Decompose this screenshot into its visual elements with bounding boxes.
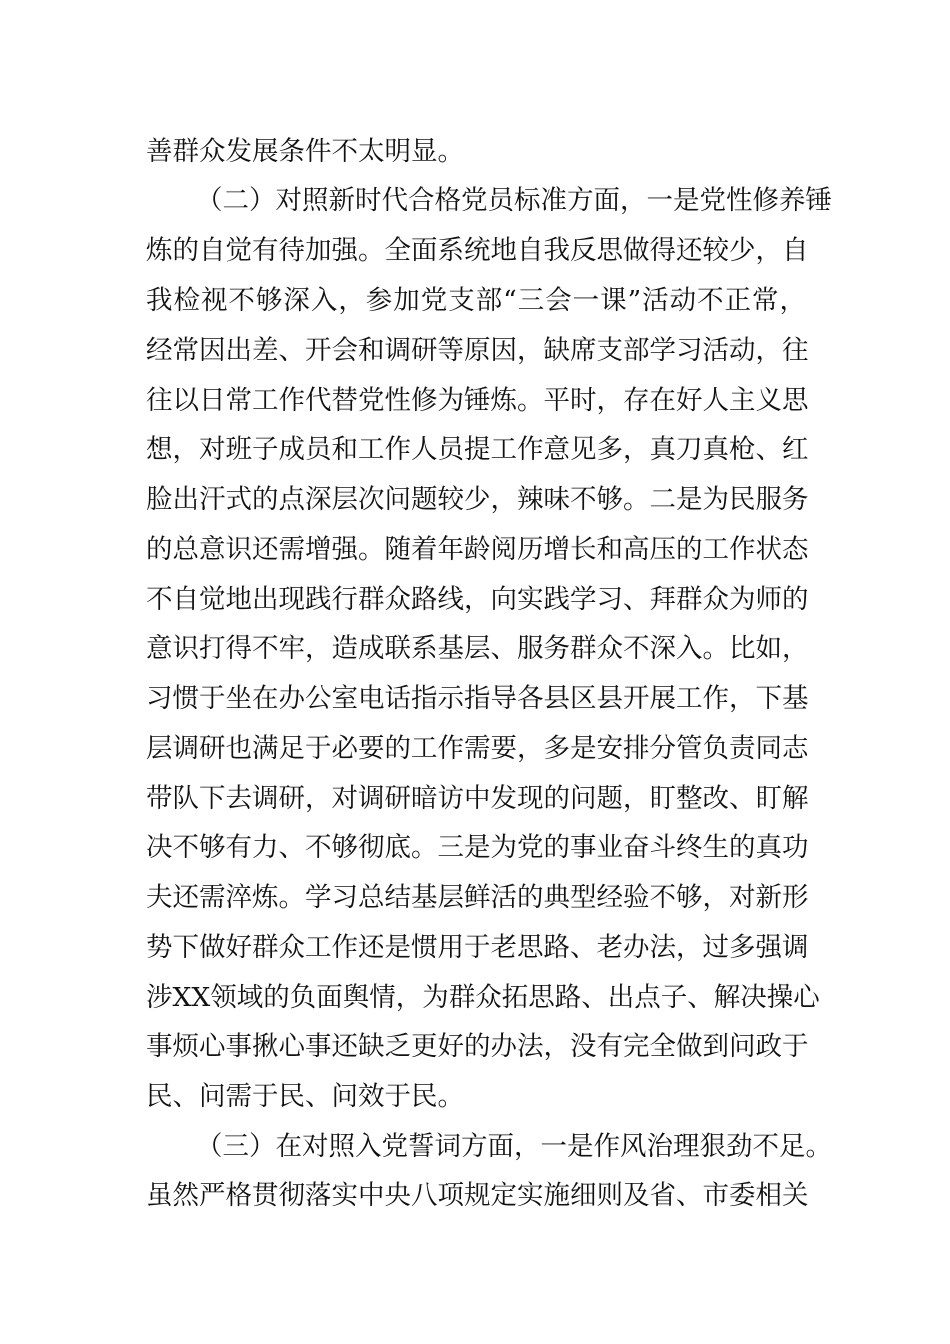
text-line: 想，对班子成员和工作人员提工作意见多，真刀真枪、红 bbox=[146, 434, 809, 465]
text-line: 炼的自觉有待加强。全面系统地自我反思做得还较少，自 bbox=[146, 235, 809, 266]
text-line: 虽然严格贯彻落实中央八项规定实施细则及省、市委相关 bbox=[146, 1180, 809, 1211]
paragraph-heading-line: （二）对照新时代合格党员标准方面，一是党性修养锤 bbox=[196, 185, 832, 216]
text-line: 事烦心事揪心事还缺乏更好的办法，没有完全做到问政于 bbox=[146, 1031, 809, 1062]
text-line: 往以日常工作代替党性修为锤炼。平时，存在好人主义思 bbox=[146, 385, 809, 416]
text-line: 善群众发展条件不太明显。 bbox=[146, 136, 464, 167]
text-line: 带队下去调研，对调研暗访中发现的问题，盯整改、盯解 bbox=[146, 783, 809, 814]
text-line: 经常因出差、开会和调研等原因，缺席支部学习活动，往 bbox=[146, 335, 809, 366]
text-line: 决不够有力、不够彻底。三是为党的事业奋斗终生的真功 bbox=[146, 832, 809, 863]
text-line: 势下做好群众工作还是惯用于老思路、老办法，过多强调 bbox=[146, 932, 809, 963]
text-line: 涉XX领域的负面舆情，为群众拓思路、出点子、解决操心 bbox=[146, 982, 820, 1013]
text-line: 我检视不够深入，参加党支部“三会一课”活动不正常， bbox=[146, 285, 806, 316]
paragraph-heading-line: （三）在对照入党誓词方面，一是作风治理狠劲不足。 bbox=[196, 1131, 832, 1162]
text-line: 层调研也满足于必要的工作需要，多是安排分管负责同志 bbox=[146, 733, 809, 764]
text-line: 民、问需于民、问效于民。 bbox=[146, 1081, 464, 1112]
text-line: 意识打得不牢，造成联系基层、服务群众不深入。比如， bbox=[146, 633, 809, 664]
text-line: 的总意识还需增强。随着年龄阅历增长和高压的工作状态 bbox=[146, 534, 809, 565]
text-line: 习惯于坐在办公室电话指示指导各县区县开展工作，下基 bbox=[146, 683, 809, 714]
text-line: 夫还需淬炼。学习总结基层鲜活的典型经验不够，对新形 bbox=[146, 882, 809, 913]
text-line: 脸出汗式的点深层次问题较少，辣味不够。二是为民服务 bbox=[146, 484, 809, 515]
text-line: 不自觉地出现践行群众路线，向实践学习、拜群众为师的 bbox=[146, 584, 809, 615]
